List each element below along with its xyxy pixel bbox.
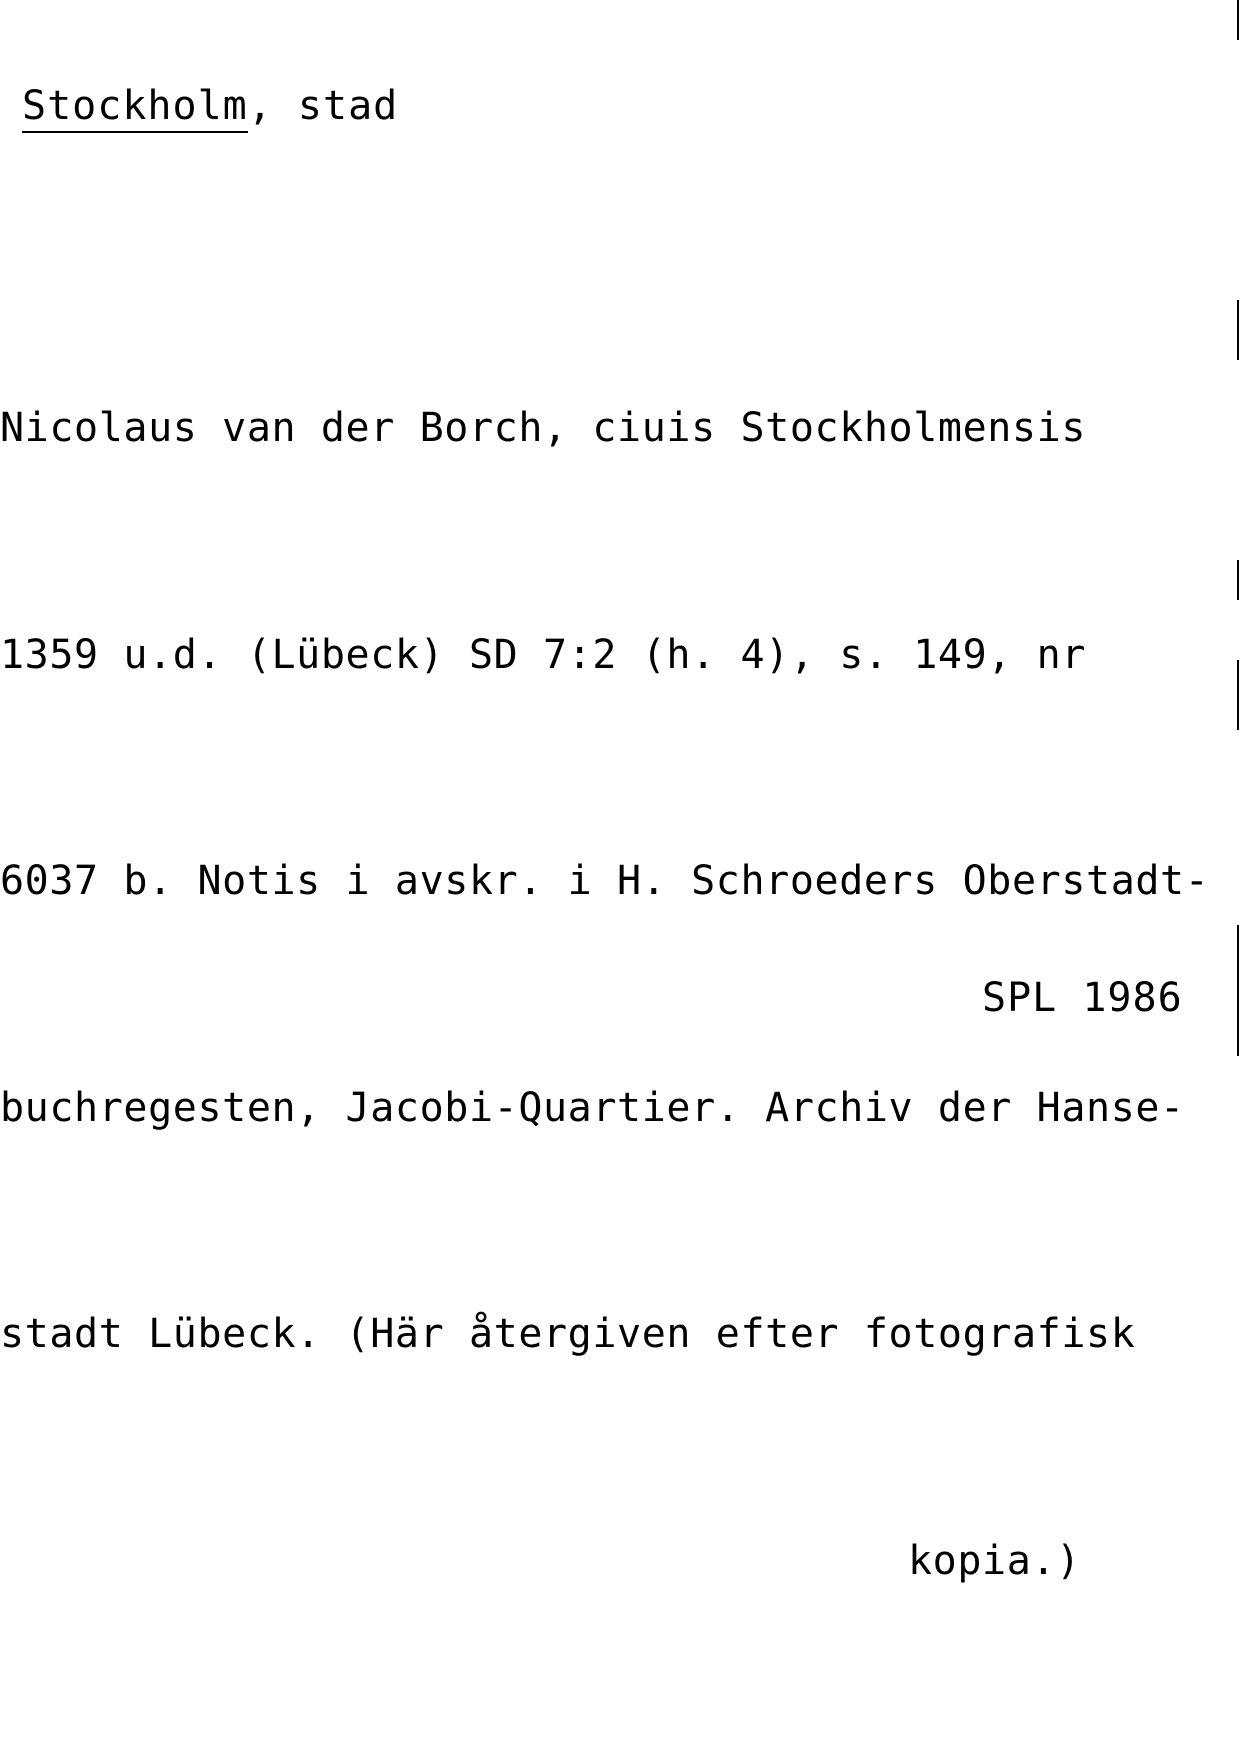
card-heading bbox=[22, 80, 398, 132]
scan-edge-mark bbox=[1237, 925, 1239, 1056]
body-line-5: stadt Lübeck. (Här återgiven efter fotografisk bbox=[0, 1311, 1136, 1357]
heading-place: Stockholm bbox=[22, 83, 248, 133]
heading-suffix: , stad bbox=[247, 83, 399, 129]
body-line-2: 1359 u.d. (Lübeck) SD 7:2 (h. 4), s. 149, nr bbox=[0, 631, 1087, 678]
body-line-1: Nicolaus van der Borch, ciuis Stockholmensis bbox=[0, 405, 1087, 451]
scan-edge-mark bbox=[1237, 660, 1239, 730]
card-signature: SPL 1986 bbox=[982, 975, 1183, 1021]
body-line-3: 6037 b. Notis i avskr. i H. Schroeders Oberstadt- bbox=[0, 858, 1210, 904]
body-line-6: kopia.) bbox=[908, 1537, 1081, 1584]
body-line-4: buchregesten, Jacobi-Quartier. Archiv der Hanse- bbox=[0, 1084, 1185, 1131]
scan-edge-mark bbox=[1237, 560, 1239, 600]
scan-edge-mark bbox=[1237, 0, 1239, 40]
scan-edge-mark bbox=[1237, 300, 1239, 360]
